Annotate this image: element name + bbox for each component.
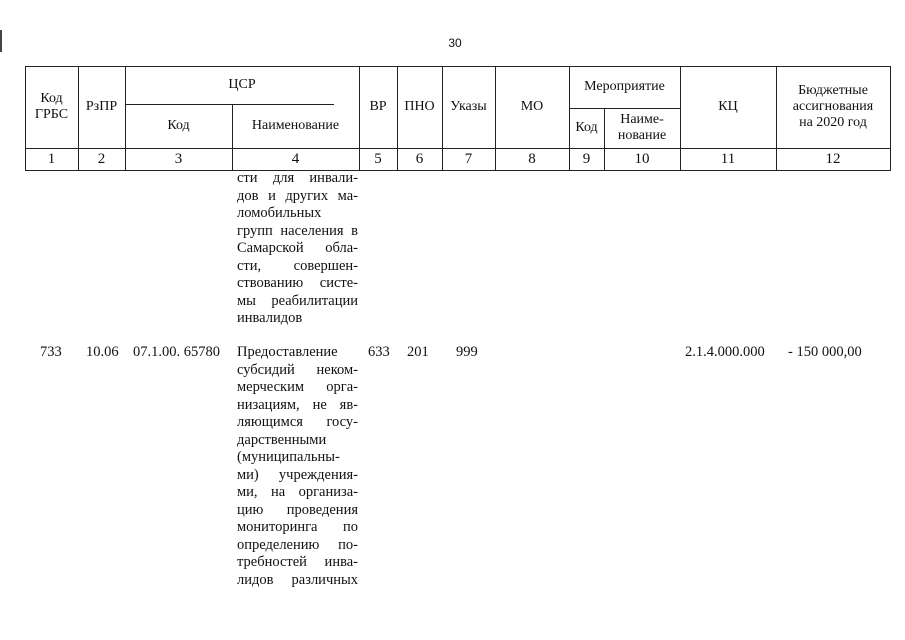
header-csr-kod: Код (167, 118, 190, 133)
col-number: 1 (47, 151, 56, 167)
col-number: 8 (528, 151, 536, 167)
header-vr: ВР (369, 99, 387, 114)
header-csr: ЦСР (228, 77, 256, 92)
header-csr-name: Наименование (251, 118, 340, 133)
col-number: 7 (464, 151, 473, 167)
col-number: 4 (291, 151, 300, 167)
page-edge-mark (0, 30, 2, 52)
cell-kc: 2.1.4.000.000 (685, 344, 765, 360)
cell-amount: - 150 000,00 (788, 344, 862, 360)
page-number: 30 (448, 36, 462, 50)
header-rzpr: РзПР (85, 99, 118, 114)
cell-pno: 201 (407, 344, 429, 360)
header-mo: МО (520, 99, 544, 114)
header-budget: Бюджетные ассигнования на 2020 год (792, 83, 874, 130)
header-pno: ПНО (404, 99, 435, 114)
col-number: 6 (415, 151, 424, 167)
cell-ukazy: 999 (456, 344, 478, 360)
cell-rzpr: 10.06 (86, 344, 119, 360)
continuation-name-text: сти для инвали- дов и других ма- ломобильных групп населения в Самарской обла- сти, совершен- ствованию систе- мы реабилитации инвалидов (237, 170, 358, 326)
col-number: 11 (720, 151, 736, 167)
header-meropriyatie: Мероприятие (584, 79, 665, 94)
cell-vr: 633 (368, 344, 390, 360)
col-number: 3 (174, 151, 183, 167)
header-kod-grbs: Код ГРБС (34, 91, 69, 122)
cell-grbs: 733 (40, 344, 62, 360)
col-number: 2 (97, 151, 106, 167)
cell-csr-name: Предоставление субсидий неком- мерческим орга- низациям, не яв- ляющимся госу- дарственными (муниципальны- ми) учреждения- ми, на организа- цию проведения мониторинга по определению по- требностей инва- лидов различных (237, 344, 358, 588)
col-number: 10 (634, 151, 650, 167)
col-number: 5 (374, 151, 382, 167)
col-number: 9 (582, 151, 591, 167)
header-ukazy: Указы (450, 99, 487, 114)
header-mer-name: Наиме- нование (617, 112, 667, 143)
col-number: 12 (825, 151, 841, 167)
header-mer-kod: Код (575, 120, 598, 135)
cell-csr-kod: 07.1.00. 65780 (133, 344, 220, 360)
header-kc: КЦ (718, 99, 738, 114)
table-header (25, 66, 891, 172)
